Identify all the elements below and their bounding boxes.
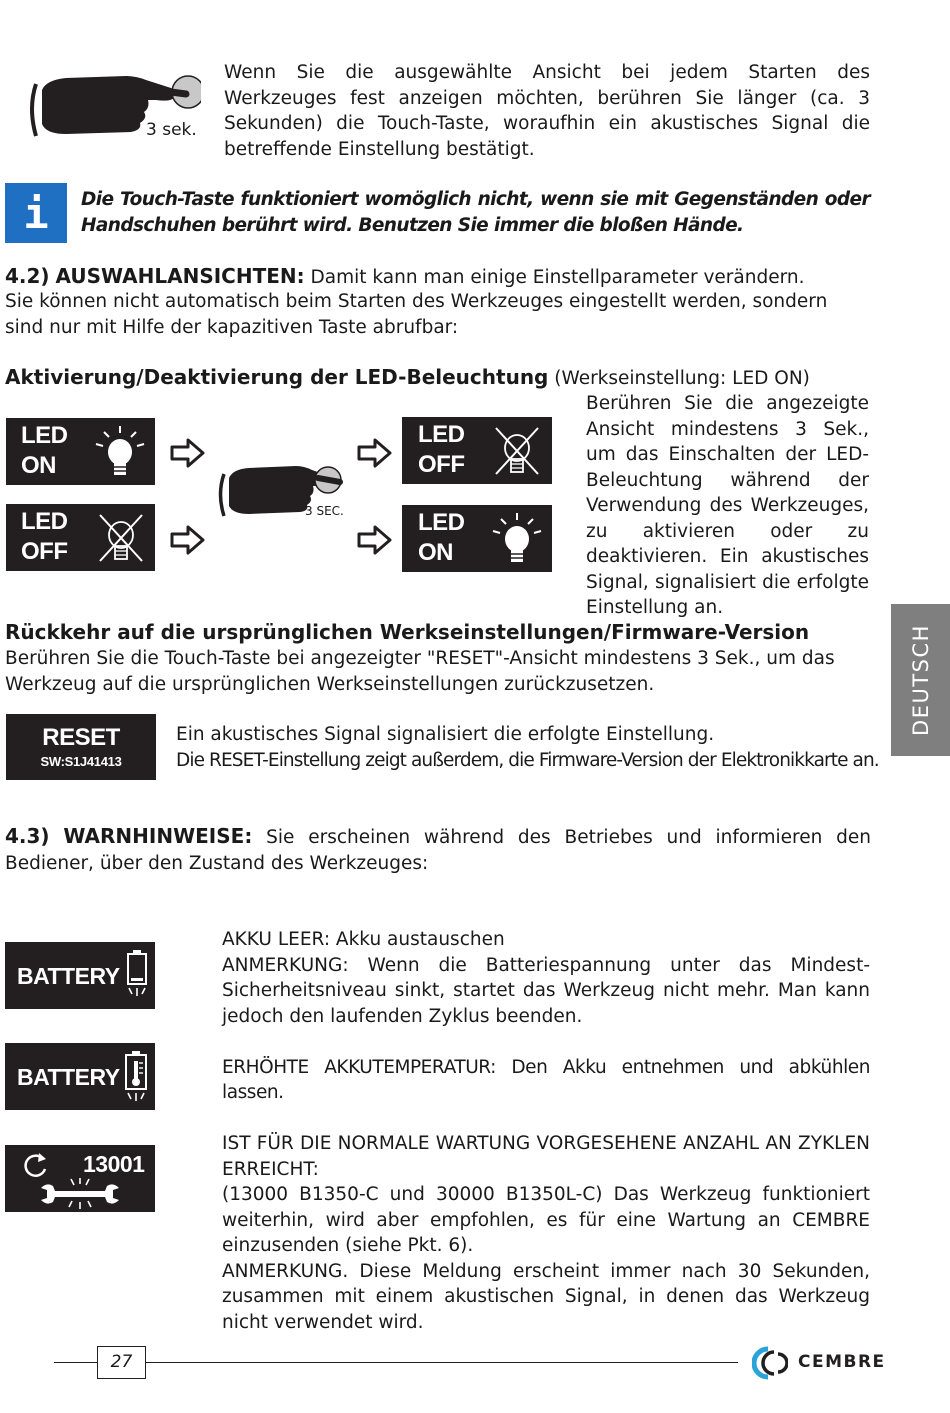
info-note-text: Die Touch-Taste funktioniert womöglich nicht, wenn sie mit Gegenständen oder Handschuhen berührt wird. Benutzen Sie immer die bloßen Hände.: [81, 189, 870, 236]
section-42-body: Sie können nicht automatisch beim Starten des Werkzeuges eingestellt werden, sondern sind nur mit Hilfe der kapazitiven Taste abrufbar:: [5, 291, 828, 338]
reset-note-1: Ein akustisches Signal signalisiert die erfolgte Einstellung.: [176, 724, 715, 745]
bulb-on-icon: [489, 511, 545, 567]
footer-rule-right: [146, 1362, 738, 1363]
arrow-right-icon: [170, 438, 206, 468]
footer-rule-left: [54, 1362, 98, 1363]
led-text: Berühren Sie die angezeigte Ansicht mindestens 3 Sek., um das Einschalten der LED-Beleuchtung während der Verwendung des Werkzeuges, zu aktivieren oder zu deaktivieren. Ein akustisches Signal, signalisiert die erfolgte Einstellung an.: [586, 393, 869, 618]
reset-heading: Rückkehr auf die ursprünglichen Werkseinstellungen/Firmware-Version: [5, 620, 810, 644]
section-43-heading: [5, 824, 871, 876]
bulb-off-icon: [490, 424, 544, 478]
wrench-icon: [39, 1178, 121, 1210]
warning-3-note: ANMERKUNG. Diese Meldung erscheint immer nach 30 Sekunden, zusammen mit einem akustischen Signal, in denen das Werkzeug nicht verwendet wird.: [222, 1260, 870, 1333]
hand-press-illustration: [26, 68, 201, 143]
refresh-icon: [21, 1151, 51, 1179]
led-hand-label: 3 SEC.: [305, 504, 344, 518]
battery-empty-icon: [123, 948, 151, 1004]
bulb-on-icon: [92, 424, 148, 480]
warning-2: ERHÖHTE AKKUTEMPERATUR: Den Akku entnehmen und abkühlen lassen.: [222, 1056, 870, 1103]
led-off-panel-left: LED OFF: [6, 504, 155, 571]
led-on-panel-right: LED ON: [402, 505, 552, 572]
hand-label: 3 sek.: [146, 120, 197, 140]
warning-1-note: ANMERKUNG: Wenn die Batteriespannung unter das Mindest-Sicherheitsniveau sinkt, startet das Werkzeug nicht mehr. Man kann jedoch den laufenden Zyklus beenden.: [222, 954, 870, 1027]
warning-1-title: AKKU LEER: Akku austauschen: [222, 929, 505, 950]
bulb-off-icon: [94, 511, 148, 565]
warning-3-title: IST FÜR DIE NORMALE WARTUNG VORGESEHENE ANZAHL AN ZYKLEN ERREICHT:: [222, 1133, 870, 1180]
intro-text: Wenn Sie die ausgewählte Ansicht bei jedem Starten des Werkzeuges fest anzeigen möchten, berühren Sie länger (ca. 3 Sekunden) die Touch-Taste, woraufhin ein akustisches Signal die betreffende Einstellung bestätigt.: [224, 62, 870, 160]
section-43-lead: Sie erscheinen während des Betriebes und informieren den Bediener, über den Zustand des Werkzeuges:: [5, 827, 871, 874]
led-off-panel-right: LED OFF: [402, 417, 552, 484]
section-42-number: 4.2): [5, 264, 50, 288]
battery-temp-panel: BATTERY: [5, 1043, 155, 1110]
arrow-right-icon: [357, 438, 393, 468]
led-heading: Aktivierung/Deaktivierung der LED-Beleuchtung: [5, 365, 549, 389]
maintenance-panel: 13001: [5, 1145, 155, 1212]
led-on-panel: LED ON: [6, 418, 155, 485]
page-number-box: [97, 1346, 146, 1379]
reset-note-2: Die RESET-Einstellung zeigt außerdem, die Firmware-Version der Elektronikkarte an.: [176, 750, 879, 771]
section-42-title: AUSWAHLANSICHTEN:: [55, 264, 305, 288]
led-heading-line: [5, 365, 871, 392]
battery-empty-panel: BATTERY: [5, 942, 155, 1009]
warning-3-body: (13000 B1350-C und 30000 B1350L-C) Das Werkzeug funktioniert weiterhin, wird aber empfohlen, es für eine Wartung an CEMBRE einzusenden (siehe Pkt. 6).: [222, 1184, 870, 1256]
section-42-lead: Damit kann man einige Einstellparameter verändern.: [310, 267, 805, 288]
arrow-right-icon: [170, 525, 206, 555]
reset-panel: RESET SW:S1J41413: [6, 714, 156, 780]
warnings-text: [222, 927, 870, 1335]
page-number: 27: [110, 1352, 133, 1372]
section-42-heading: [5, 264, 871, 291]
reset-body: Berühren Sie die Touch-Taste bei angezeigter "RESET"-Ansicht mindestens 3 Sek., um das Werkzeug auf die ursprünglichen Werkseinstellungen zurückzusetzen.: [5, 648, 835, 695]
language-tab: DEUTSCH: [891, 604, 950, 756]
cembre-logo-text: CEMBRE: [798, 1352, 886, 1372]
arrow-right-icon: [357, 525, 393, 555]
cembre-logo: [752, 1346, 892, 1380]
led-hand-illustration: [216, 460, 356, 522]
led-heading-note: (Werkseinstellung: LED ON): [554, 368, 810, 389]
info-icon: i: [5, 183, 67, 243]
section-43-number: 4.3): [5, 824, 50, 848]
section-43-title: WARNHINWEISE:: [63, 824, 253, 848]
cembre-logo-icon: [752, 1346, 788, 1380]
battery-temperature-icon: [122, 1049, 154, 1105]
